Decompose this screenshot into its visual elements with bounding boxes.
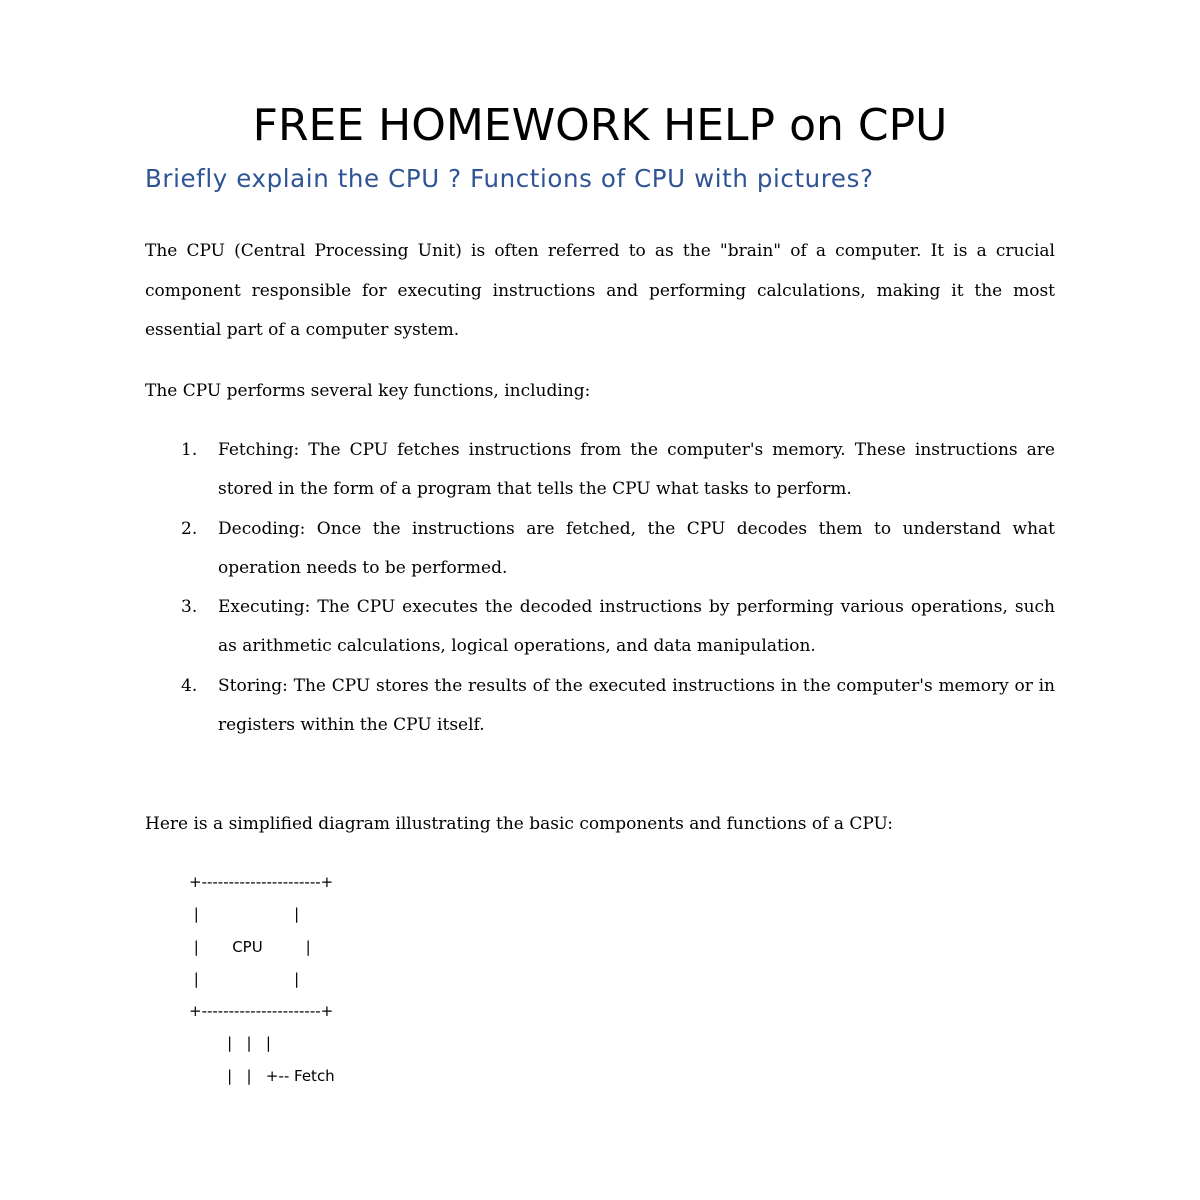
document-title: FREE HOMEWORK HELP on CPU [252, 100, 948, 151]
list-item [145, 588, 1055, 667]
list-item-number: 4. [181, 675, 198, 696]
ascii-cpu-diagram [189, 866, 335, 1092]
list-item-number: 3. [181, 597, 198, 618]
list-item-number: 1. [181, 440, 198, 460]
list-item [145, 431, 1055, 510]
intro-paragraph: The CPU (Central Processing Unit) is often referred to as the "brain" of a computer. It is a crucial component responsible for executing instructions and performing calculations, making it the most essential part of a computer system. [145, 241, 1055, 340]
list-item-text: Executing: The CPU executes the decoded instructions by performing various operations, such as arithmetic calculations, logical operations, and data manipulation. [218, 597, 1055, 657]
list-item-text: Decoding: Once the instructions are fetched, the CPU decodes them to understand what operation needs to be performed. [218, 518, 1055, 578]
diagram-intro-paragraph: Here is a simplified diagram illustrating the basic components and functions of a CPU: [145, 814, 893, 834]
list-item-text: Fetching: The CPU fetches instructions from the computer's memory. These instructions are stored in the form of a program that tells the CPU what tasks to perform. [218, 440, 1055, 500]
diagram-line: | | [189, 905, 300, 924]
document-page [145, 0, 1055, 1200]
question-heading: Briefly explain the CPU ? Functions of CPU with pictures? [145, 164, 874, 193]
list-item-text: Storing: The CPU stores the results of the executed instructions in the computer's memory or in registers within the CPU itself. [218, 675, 1055, 736]
diagram-line: +----------------------+ [189, 873, 334, 891]
functions-list [145, 431, 1055, 745]
diagram-line: | CPU | [189, 937, 311, 956]
diagram-line: | | | [189, 1034, 271, 1053]
diagram-line: +----------------------+ [189, 1002, 334, 1021]
functions-intro-paragraph: The CPU performs several key functions, including: [145, 381, 591, 401]
list-item-number: 2. [181, 518, 198, 539]
diagram-line: | | +-- Fetch [189, 1066, 335, 1085]
diagram-line: | | [189, 969, 300, 988]
list-item [145, 667, 1055, 746]
list-item [145, 510, 1055, 589]
